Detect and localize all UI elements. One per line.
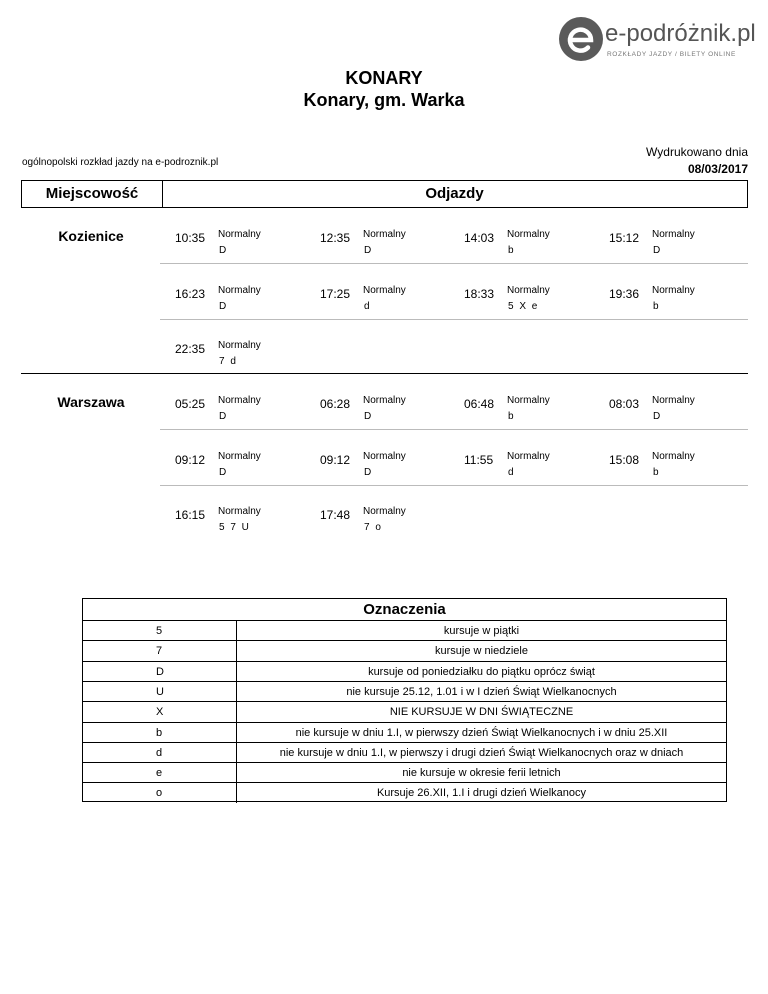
page-subtitle: Konary, gm. Warka (303, 90, 465, 110)
departure-entry (464, 284, 604, 327)
departure-entry (320, 231, 460, 271)
departure-time: 22:35 (175, 342, 206, 356)
departure-code: b (508, 411, 516, 422)
legend-row (83, 661, 726, 682)
print-label: Wydrukowano dnia (646, 145, 748, 159)
legend-description: nie kursuje w okresie ferii letnich (402, 767, 561, 780)
table-header (21, 180, 748, 208)
departure-type: Normalny (363, 506, 406, 517)
departure-type: Normalny (507, 450, 550, 462)
legend-row (83, 701, 726, 722)
brand-logo (558, 14, 758, 64)
legend-row (83, 742, 726, 763)
legend-description: Kursuje 26.XII, 1.I i drugi dzień Wielkanocy (376, 787, 587, 800)
departure-time: 06:48 (464, 397, 495, 411)
departure-entry (175, 284, 315, 327)
departure-type: Normalny (652, 395, 695, 406)
row-divider (160, 429, 748, 430)
departure-type: Normalny (507, 229, 550, 240)
departure-entry (464, 397, 604, 437)
departure-type: Normalny (218, 450, 261, 462)
legend-description: kursuje w piątki (443, 625, 520, 637)
departure-type: Normalny (363, 284, 406, 296)
print-date: 08/03/2017 (687, 162, 748, 176)
legend-code: 7 (156, 645, 163, 658)
departure-type: Normalny (652, 450, 695, 462)
legend-title: Oznaczenia (363, 601, 446, 618)
legend-row (83, 782, 726, 803)
legend-description: kursuje w niedziele (435, 645, 528, 658)
departure-type: Normalny (507, 284, 550, 296)
departure-time: 17:48 (320, 508, 351, 522)
city-name: Warszawa (57, 394, 125, 410)
departure-code: 5 7 U (219, 522, 251, 533)
departure-time: 11:55 (464, 452, 494, 467)
departure-time: 08:03 (609, 397, 640, 411)
departure-time: 18:33 (464, 286, 495, 301)
departure-time: 06:28 (320, 397, 351, 411)
departure-entry (320, 284, 460, 327)
departure-code: b (653, 466, 661, 478)
departure-time: 17:25 (320, 286, 351, 301)
legend-code: o (156, 787, 163, 800)
departure-code: b (653, 300, 661, 312)
departure-code: D (364, 466, 373, 478)
departure-time: 15:12 (609, 231, 640, 245)
departure-code: D (364, 245, 373, 256)
departure-type: Normalny (218, 340, 261, 351)
legend-code: 5 (156, 625, 163, 637)
departure-entry (464, 231, 604, 271)
departure-entry (609, 450, 749, 493)
legend-description: kursuje od poniedziałku do piątku oprócz świąt (368, 665, 595, 678)
departure-code: 7 o (364, 522, 383, 533)
legend-code: U (156, 685, 164, 698)
legend-row (83, 722, 726, 743)
departure-entry (175, 231, 315, 271)
legend-row (83, 762, 726, 783)
departure-entry (320, 450, 460, 493)
departure-entry (609, 397, 749, 437)
departure-type: Normalny (218, 506, 261, 517)
departure-time: 14:03 (464, 231, 495, 245)
brand-logo-tagline: ROZKŁADY JAZDY / BILETY ONLINE (607, 51, 736, 58)
departure-code: D (364, 411, 373, 422)
departure-time: 12:35 (320, 231, 351, 245)
source-note: ogólnopolski rozkład jazdy na e-podroznik.pl (22, 157, 219, 168)
departure-code: D (653, 411, 662, 422)
departure-code: D (219, 466, 228, 478)
departure-entry (175, 342, 315, 382)
row-divider (160, 263, 748, 264)
departure-type: Normalny (218, 395, 261, 406)
departure-code: D (219, 411, 228, 422)
departure-code: b (508, 245, 516, 256)
legend-row (83, 640, 726, 661)
legend-code: e (156, 767, 163, 780)
legend-code: X (156, 706, 164, 719)
departure-entry (175, 508, 315, 548)
legend-description: nie kursuje w dniu 1.I, w pierwszy i drugi dzień Świąt Wielkanocnych oraz w dniach (279, 746, 684, 759)
departure-code: 7 d (219, 356, 238, 367)
legend-row (83, 620, 726, 641)
departure-entry (320, 508, 460, 548)
legend-description: nie kursuje w dniu 1.I, w pierwszy dzień Świąt Wielkanocnych i w dniu 25.XII (295, 726, 668, 739)
departure-time: 16:23 (175, 286, 206, 301)
brand-logo-text: e-podróżnik.pl (605, 20, 756, 47)
legend-table (82, 598, 727, 802)
departure-entry (175, 397, 315, 437)
departure-time: 15:08 (609, 452, 640, 467)
row-divider (160, 485, 748, 486)
city-divider (21, 373, 748, 374)
departure-entry (175, 450, 315, 493)
departure-type: Normalny (218, 229, 261, 240)
departure-time: 10:35 (175, 231, 206, 245)
departure-time: 09:12 (320, 452, 351, 467)
legend-row (83, 681, 726, 702)
departure-type: Normalny (218, 284, 261, 296)
departure-code: d (364, 300, 372, 312)
departure-code: D (219, 245, 228, 256)
legend-description: nie kursuje 25.12, 1.01 i w I dzień Świąt Wielkanocnych (346, 685, 617, 698)
departure-entry (320, 397, 460, 437)
departure-entry (609, 231, 749, 271)
departure-type: Normalny (507, 395, 550, 406)
legend-code: b (156, 726, 163, 739)
departure-type: Normalny (363, 450, 406, 462)
city-name: Kozienice (58, 228, 124, 244)
legend-description: NIE KURSUJE W DNI ŚWIĄTECZNE (389, 706, 574, 719)
print-info (646, 144, 748, 178)
departure-type: Normalny (652, 284, 695, 296)
departure-time: 16:15 (175, 508, 206, 522)
departure-code: 5 X e (508, 300, 539, 312)
brand-logo-icon (558, 16, 604, 62)
departure-code: D (653, 245, 662, 256)
departure-entry (464, 450, 604, 493)
departure-type: Normalny (363, 395, 406, 406)
departure-time: 05:25 (175, 397, 206, 411)
legend-code: D (156, 665, 164, 678)
page-title: KONARY (345, 68, 423, 88)
column-header-city: Miejscowość (45, 185, 139, 202)
legend-code: d (156, 746, 163, 759)
departure-time: 19:36 (609, 286, 640, 301)
departure-type: Normalny (652, 229, 695, 240)
column-header-departures: Odjazdy (425, 185, 484, 202)
departure-code: d (508, 466, 516, 478)
departure-type: Normalny (363, 229, 406, 240)
departure-code: D (219, 300, 228, 312)
departure-time: 09:12 (175, 452, 206, 467)
row-divider (160, 319, 748, 320)
departure-entry (609, 284, 749, 327)
